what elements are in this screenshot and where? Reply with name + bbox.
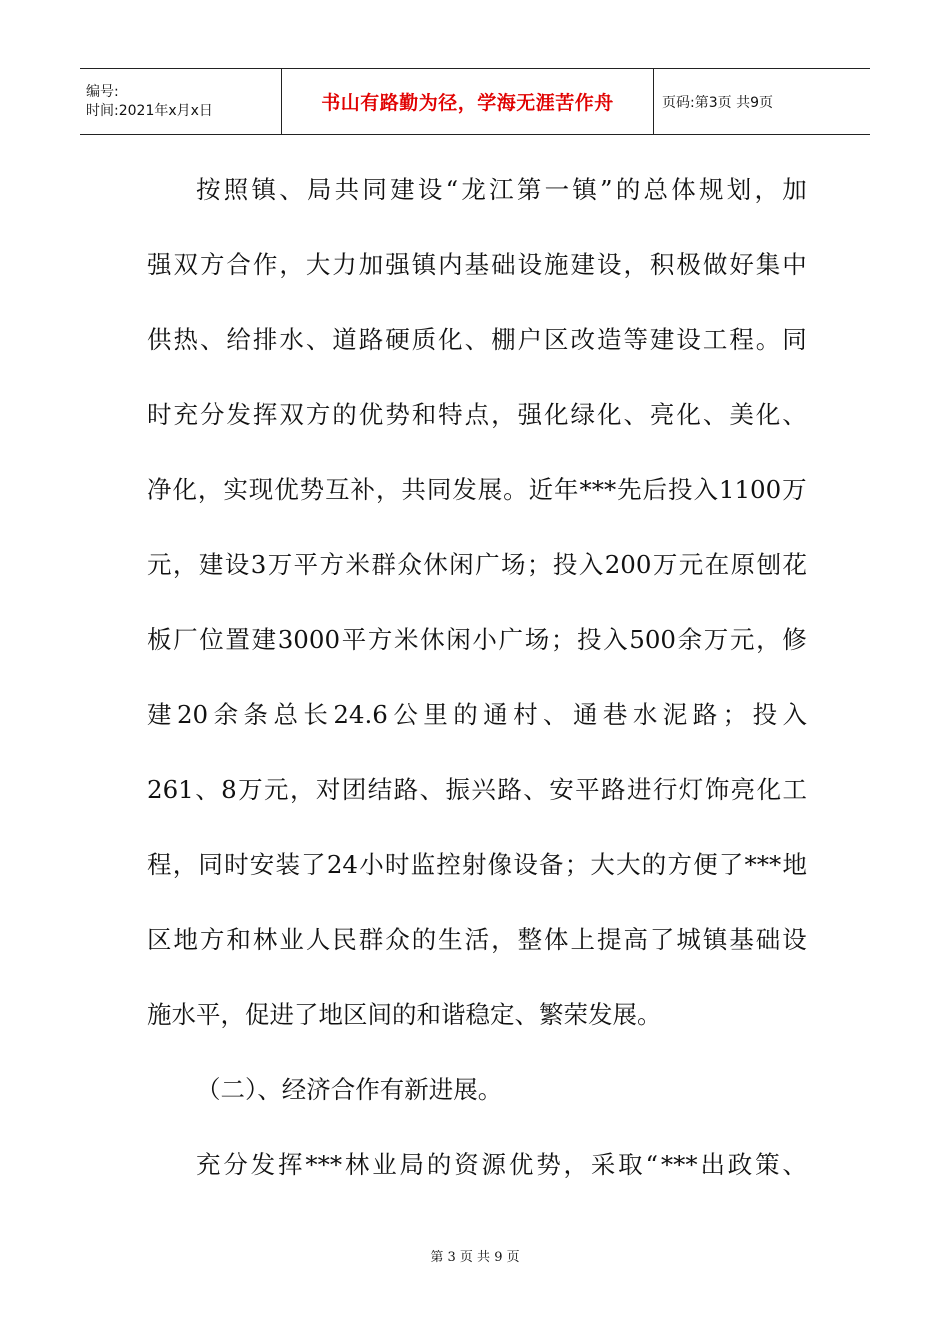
body-line: 充 分 发 挥 *** 林 业 局 的 资 源 优 势 ， 采 取 “ *** 出 政 策 、	[196, 1150, 807, 1179]
header-motto-cell	[282, 69, 654, 134]
document-number-label: 编号:	[86, 83, 119, 100]
header-page-cell	[654, 69, 870, 134]
page-header	[80, 68, 870, 135]
body-line: 261 、 8 万 元 ， 对 团 结 路 、 振 兴 路 、 安 平 路 进 行 灯 饰 亮 化 工	[147, 775, 807, 804]
document-date: 时间:2021年x月x日	[86, 102, 213, 119]
body-line: 程 ， 同 时 安 装 了 24 小 时 监 控 射 像 设 备 ； 大 大 的 方 便 了 *** 地	[147, 850, 807, 879]
header-page-code: 页码:第3页 共9页	[662, 94, 773, 111]
body-line: 净 化 ， 实 现 优 势 互 补 ， 共 同 发 展 。 近 年 *** 先 后 投 入 1100 万	[147, 475, 807, 504]
section-heading: （二）、经济合作有新进展。	[196, 1075, 503, 1104]
header-meta	[80, 69, 282, 134]
body-line: 板 厂 位 置 建 3000 平 方 米 休 闲 小 广 场 ； 投 入 500 余 万 元 ， 修	[147, 625, 807, 654]
body-line: 建 20 余 条 总 长 24.6 公 里 的 通 村 、 通 巷 水 泥 路 ； 投 入	[147, 700, 807, 729]
body-line: 施水平，促进了地区间的和谐稳定、繁荣发展。	[147, 1000, 662, 1029]
body-line: 时 充 分 发 挥 双 方 的 优 势 和 特 点 ， 强 化 绿 化 、 亮 化 、 美 化 、	[147, 400, 807, 429]
header-motto: 书山有路勤为径，学海无涯苦作舟	[321, 92, 614, 114]
body-line: 强 双 方 合 作 ， 大 力 加 强 镇 内 基 础 设 施 建 设 ， 积 极 做 好 集 中	[147, 250, 807, 279]
body-line: 供 热 、 给 排 水 、 道 路 硬 质 化 、 棚 户 区 改 造 等 建 设 工 程 。 同	[147, 325, 807, 354]
body-line: 按 照 镇 、 局 共 同 建 设 “ 龙 江 第 一 镇 ” 的 总 体 规 划 ， 加	[196, 175, 807, 204]
document-body	[147, 152, 807, 1202]
body-line: 元 ， 建 设 3 万 平 方 米 群 众 休 闲 广 场 ； 投 入 200 万 元 在 原 刨 花	[147, 550, 807, 579]
body-line: 区 地 方 和 林 业 人 民 群 众 的 生 活 ， 整 体 上 提 高 了 城 镇 基 础 设	[147, 925, 807, 954]
page-footer: 第 3 页 共 9 页	[430, 1250, 520, 1265]
